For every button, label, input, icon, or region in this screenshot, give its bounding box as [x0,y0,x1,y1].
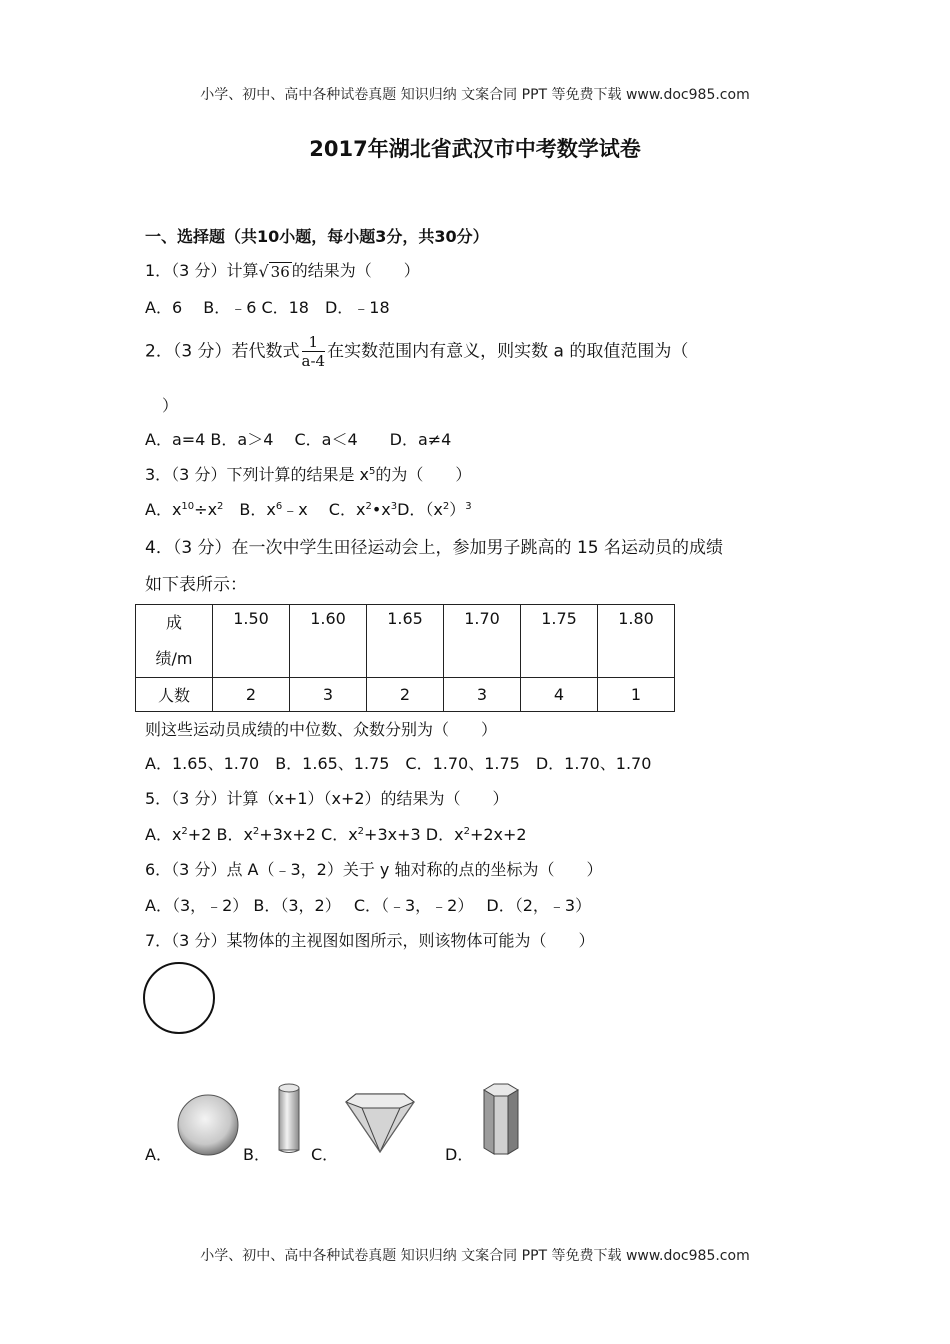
sqrt-expression: √ 36 [258,262,290,281]
score-cell: 1.80 [598,605,675,678]
count-row [136,678,675,712]
option-c-label: C． [311,1145,339,1164]
option-a: A．x [145,825,182,844]
exponent: 5 [369,466,376,477]
fraction-numerator: 1 [302,333,326,352]
count-cell: 3 [444,678,521,712]
option-a-tail: +2 B．x [187,825,253,844]
exponent: 2 [365,501,372,512]
page-header: 小学、初中、高中各种试卷真题 知识归纳 文案合同 PPT 等免费下载 www.doc985.com [200,87,750,103]
option-d-mid: ） [449,500,466,519]
question-5: 5．（3 分）计算（x+1）（x+2）的结果为（ ） [145,789,509,808]
option-b-label: B． [243,1145,270,1164]
option-d-tail: +2x+2 [469,825,527,844]
hexagonal-prism-image [478,1080,524,1158]
score-cell: 1.75 [521,605,598,678]
question-1-options: A．6 B．﹣6 C．18 D．﹣18 [145,298,390,317]
score-row [136,605,675,678]
question-5-options [145,822,527,845]
exponent: 2 [357,826,365,837]
question-2-options: A．a=4 B．a＞4 C．a＜4 D．a≠4 [145,430,452,449]
count-header-cell: 人数 [136,678,213,712]
question-4-options: A．1.65、1.70 B．1.65、1.75 C．1.70、1.75 D．1.70、1.70 [145,754,652,773]
count-cell: 3 [290,678,367,712]
exponent: 3 [390,501,398,512]
question-1 [145,258,420,281]
question-1-tail: 的结果为（ ） [291,261,420,280]
question-2-continuation: ） [162,396,179,415]
question-4-line-1: 4．（3 分）在一次中学生田径运动会上，参加男子跳高的 15 名运动员的成绩 [145,538,723,558]
option-a-label: A． [145,1145,172,1164]
cylinder-image [274,1082,304,1156]
question-6: 6．（3 分）点 A（﹣3，2）关于 y 轴对称的点的坐标为（ ） [145,860,603,879]
question-1-stem: 1．（3 分）计算 [145,261,259,280]
fraction-denominator: a-4 [301,352,326,370]
page-title: 2017年湖北省武汉市中考数学试卷 [309,137,641,161]
page-footer: 小学、初中、高中各种试卷真题 知识归纳 文案合同 PPT 等免费下载 www.doc985.com [200,1248,750,1264]
exponent: 6 [275,501,283,512]
score-header-cell [136,605,213,678]
question-3-options [145,497,472,520]
option-b-tail: +3x+2 C．x [259,825,358,844]
front-view-circle [140,960,220,1040]
section-heading: 一、选择题（共10小题，每小题3分，共30分） [145,227,489,246]
question-2-tail: 在实数范围内有意义，则实数 a 的取值范围为（ [327,341,689,362]
option-a: A．x [145,500,182,519]
question-3-stem: 3．（3 分）下列计算的结果是 x [145,465,370,484]
option-d-label: D． [445,1145,474,1164]
sqrt-radicand: 36 [270,263,290,281]
score-cell: 1.60 [290,605,367,678]
option-b: B．x [223,500,276,519]
exponent: 10 [181,501,195,512]
question-7: 7．（3 分）某物体的主视图如图所示，则该物体可能为（ ） [145,931,595,950]
header-text-line-1: 成 [165,613,182,632]
exponent: 2 [181,826,188,837]
option-b-mid: ﹣x [282,500,308,519]
exponent: 2 [217,501,224,512]
score-table [135,604,675,712]
count-cell: 1 [598,678,675,712]
exponent: 2 [442,501,450,512]
count-cell: 4 [521,678,598,712]
question-3 [145,462,471,485]
option-c-tail: +3x+3 D．x [364,825,464,844]
inverted-pyramid-image [342,1090,418,1156]
score-cell: 1.70 [444,605,521,678]
header-text-line-2: 绩/m [155,649,193,668]
question-4-prompt: 则这些运动员成绩的中位数、众数分别为（ ） [145,720,498,739]
exponent: 2 [252,826,260,837]
sphere-image [174,1094,244,1158]
question-3-tail: 的为（ ） [375,465,472,484]
question-2-stem: 2．（3 分）若代数式 [145,341,300,362]
exponent: 3 [465,501,472,512]
count-cell: 2 [213,678,290,712]
exponent: 2 [463,826,470,837]
score-cell: 1.65 [367,605,444,678]
fraction [302,333,326,370]
option-c: C．x [307,500,366,519]
option-c-mid: •x [371,500,391,519]
question-6-options: A．（3，﹣2） B．（3，2） C．（﹣3，﹣2） D．（2，﹣3） [145,896,592,915]
question-4-line-2: 如下表所示： [145,575,247,595]
score-cell: 1.50 [213,605,290,678]
count-cell: 2 [367,678,444,712]
question-2 [145,333,688,370]
option-a-mid: ÷x [194,500,218,519]
option-d: D．（x [397,500,443,519]
